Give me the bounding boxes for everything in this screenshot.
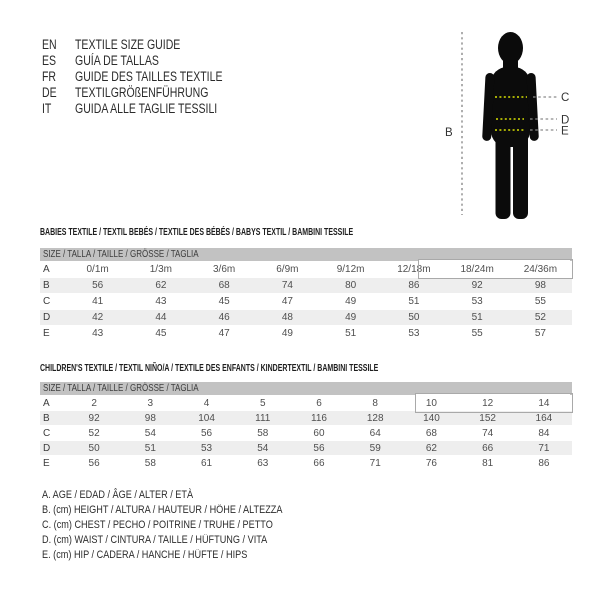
size-cell: 62: [425, 442, 437, 454]
label-c: C: [561, 92, 570, 104]
row-label: C: [43, 296, 51, 307]
size-cell: 45: [155, 328, 167, 340]
size-cell: 2: [91, 397, 97, 409]
size-cell: 49: [345, 312, 357, 323]
lang-title-es: GUÍA DE TALLAS: [75, 53, 159, 68]
lang-code-en: EN: [42, 37, 57, 52]
legend-text-a: A. AGE / EDAD / ÂGE / ALTER / ETÀ: [42, 489, 194, 501]
size-cell: 48: [281, 312, 293, 323]
size-row-E: [40, 326, 572, 342]
size-cell: 71: [369, 457, 381, 469]
children-rowA-highlight-box: [415, 393, 573, 413]
children-table-header-text: SIZE / TALLA / TAILLE / GRÖSSE / TAGLIA: [43, 383, 199, 394]
babies-table-header-text: SIZE / TALLA / TAILLE / GRÖSSE / TAGLIA: [43, 249, 199, 260]
size-cell: 3: [147, 397, 154, 409]
language-list: [42, 37, 264, 117]
language-row-de: [42, 85, 264, 101]
row-label: C: [43, 427, 51, 439]
size-cell: 98: [534, 280, 546, 291]
size-cell: 68: [425, 427, 437, 439]
language-row-en: [42, 37, 264, 53]
size-cell: 63: [257, 457, 269, 469]
legend-line-c: [42, 518, 332, 533]
lang-title-en: TEXTILE SIZE GUIDE: [75, 37, 181, 52]
language-row-it: [42, 101, 264, 117]
size-cell: 50: [408, 312, 420, 323]
babies-section-title: [40, 226, 487, 239]
label-b: B: [445, 127, 453, 139]
size-cell: 92: [471, 280, 483, 291]
size-cell: 53: [471, 296, 483, 307]
size-cell: 140: [423, 412, 440, 424]
size-cell: 80: [345, 280, 357, 291]
child-measurement-figure: [440, 15, 580, 225]
size-cell: 42: [92, 312, 104, 323]
size-cell: 74: [281, 280, 293, 291]
size-cell: 47: [281, 296, 293, 307]
legend-line-e: [42, 548, 332, 563]
size-cell: 62: [155, 280, 167, 291]
legend-line-b: [42, 503, 332, 518]
size-cell: 64: [369, 427, 381, 439]
size-cell: 51: [345, 328, 357, 340]
size-cell: 52: [88, 427, 100, 439]
size-cell: 14: [538, 397, 550, 409]
legend-text-c: C. (cm) CHEST / PECHO / POITRINE / TRUHE / PETTO: [42, 519, 273, 531]
language-row-es: [42, 53, 264, 69]
size-cell: 18/24m: [460, 264, 494, 275]
size-row-E: [40, 456, 572, 471]
row-label: B: [43, 412, 50, 424]
lang-title-it: GUIDA ALLE TAGLIE TESSILI: [75, 101, 218, 116]
size-cell: 74: [482, 427, 494, 439]
size-cell: 6: [316, 397, 322, 409]
legend-line-d: [42, 533, 332, 548]
row-label: A: [43, 397, 50, 409]
size-cell: 104: [198, 412, 215, 424]
size-cell: 12/18m: [397, 264, 431, 275]
size-cell: 58: [144, 457, 156, 469]
lang-title-fr: GUIDE DES TAILLES TEXTILE: [75, 69, 223, 84]
size-cell: 86: [538, 457, 550, 469]
size-cell: 84: [538, 427, 550, 439]
size-cell: 43: [92, 328, 104, 340]
size-row-D: [40, 310, 572, 326]
size-cell: 128: [366, 412, 384, 424]
legend-text-e: E. (cm) HIP / CADERA / HANCHE / HÜFTE / HIPS: [42, 549, 248, 561]
measurement-legend: [42, 488, 332, 563]
size-cell: 41: [92, 296, 104, 307]
row-label: E: [43, 328, 50, 340]
language-row-fr: [42, 69, 264, 85]
size-cell: 111: [255, 412, 271, 424]
row-label: E: [43, 457, 50, 469]
size-cell: 53: [200, 442, 213, 454]
row-label: D: [43, 442, 51, 454]
size-cell: 1/3m: [149, 264, 172, 275]
size-cell: 54: [144, 427, 156, 439]
size-cell: 52: [534, 312, 546, 323]
size-cell: 56: [88, 457, 100, 469]
label-d: D: [561, 114, 570, 127]
size-cell: 10: [425, 397, 437, 409]
size-cell: 60: [313, 427, 325, 439]
size-cell: 86: [408, 280, 420, 291]
size-cell: 47: [218, 328, 230, 340]
babies-rowA-highlight-box: [418, 259, 573, 279]
size-cell: 66: [482, 442, 494, 454]
size-cell: 8: [372, 397, 378, 409]
size-cell: 49: [345, 296, 357, 307]
size-cell: 49: [281, 328, 293, 340]
size-cell: 66: [313, 457, 325, 469]
size-cell: 116: [311, 412, 327, 424]
size-cell: 68: [218, 280, 230, 291]
size-cell: 0/1m: [86, 264, 109, 275]
size-row-C: [40, 294, 572, 310]
size-cell: 81: [482, 457, 494, 469]
size-cell: 50: [88, 442, 100, 454]
size-cell: 53: [408, 328, 420, 340]
children-section-title-text: CHILDREN'S TEXTILE / TEXTIL NIÑO/A / TEXTILE DES ENFANTS / KINDERTEXTIL / BAMBINI TESSILE: [40, 363, 379, 374]
lang-code-fr: FR: [42, 69, 57, 84]
size-cell: 76: [425, 457, 437, 469]
lang-code-de: DE: [42, 85, 57, 100]
lang-title-de: TEXTILGRÖßENFÜHRUNG: [75, 85, 209, 100]
size-cell: 51: [471, 312, 483, 323]
size-cell: 5: [259, 397, 266, 409]
size-cell: 12: [482, 397, 494, 409]
size-cell: 152: [479, 412, 496, 424]
size-cell: 51: [408, 296, 420, 307]
size-cell: 55: [534, 296, 546, 307]
size-cell: 46: [218, 312, 230, 323]
size-cell: 44: [155, 312, 167, 323]
size-cell: 58: [257, 427, 269, 439]
size-cell: 6/9m: [276, 264, 299, 275]
size-cell: 55: [471, 328, 483, 340]
size-cell: 54: [257, 442, 269, 454]
size-row-D: [40, 441, 572, 456]
legend-line-a: [42, 488, 332, 503]
size-cell: 43: [155, 296, 167, 307]
size-cell: 71: [538, 442, 550, 454]
size-cell: 92: [88, 412, 100, 424]
child-silhouette: [482, 32, 539, 219]
size-row-B: [40, 278, 572, 294]
size-row-C: [40, 426, 572, 441]
size-cell: 56: [200, 427, 213, 439]
size-cell: 56: [313, 442, 325, 454]
row-label: B: [43, 280, 50, 291]
legend-text-d: D. (cm) WAIST / CINTURA / TAILLE / HÜFTUNG / VITA: [42, 534, 268, 546]
size-cell: 51: [144, 442, 156, 454]
legend-text-b: B. (cm) HEIGHT / ALTURA / HAUTEUR / HÖHE / ALTEZZA: [42, 504, 283, 516]
size-cell: 3/6m: [213, 264, 236, 275]
size-cell: 4: [203, 397, 210, 409]
size-cell: 56: [92, 280, 104, 291]
children-section-title: [40, 362, 523, 375]
size-cell: 45: [218, 296, 230, 307]
size-cell: 98: [144, 412, 156, 424]
lang-code-it: IT: [42, 101, 52, 116]
lang-code-es: ES: [42, 53, 57, 68]
babies-section-title-text: BABIES TEXTILE / TEXTIL BEBÉS / TEXTILE DES BÉBÉS / BABYS TEXTIL / BAMBINI TESSILE: [40, 227, 354, 238]
size-cell: 59: [369, 442, 381, 454]
size-cell: 57: [534, 328, 546, 340]
size-cell: 24/36m: [523, 264, 558, 275]
size-cell: 9/12m: [336, 264, 365, 275]
size-cell: 164: [535, 412, 553, 424]
row-label: A: [43, 264, 50, 275]
label-e: E: [561, 125, 569, 138]
size-cell: 61: [200, 457, 213, 469]
row-label: D: [43, 312, 51, 323]
